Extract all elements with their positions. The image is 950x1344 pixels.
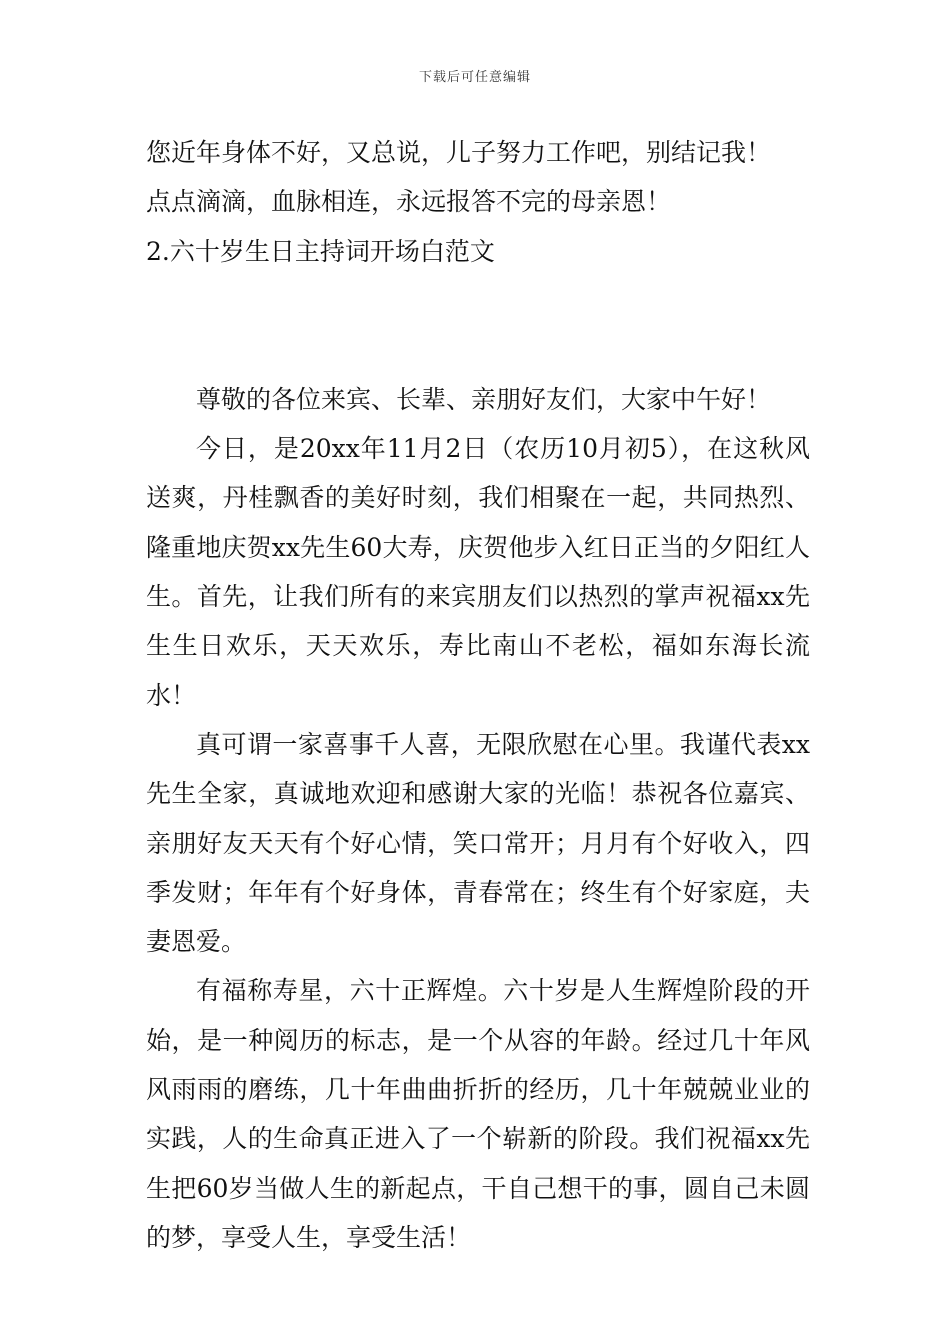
header-note: 下载后可任意编辑 <box>418 70 531 85</box>
section-spacer <box>146 276 810 375</box>
greeting-paragraph: 尊敬的各位来宾、长辈、亲朋好友们，大家中午好！ <box>196 384 772 414</box>
intro-line: 点点滴滴，血脉相连，永远报答不完的母亲恩！ <box>146 187 672 217</box>
section-heading: 2.六十岁生日主持词开场白范文 <box>146 236 495 266</box>
intro-line: 您近年身体不好，又总说，儿子努力工作吧，别结记我！ <box>146 138 772 167</box>
blessing-paragraph: 有福称寿星，六十正辉煌。六十岁是人生辉煌阶段的开始，是一种阅历的标志，是一个从容的年龄。经过几十年风风雨雨的磨练，几十年曲曲折折的经历，几十年兢兢业业的实践，人的生命真正进入了一个崭新的阶段。我们祝福xx先生把60岁当做人生的新起点，干自己想干的事，圆自己未圆的梦，享受人生，享受生活！ <box>146 976 810 1252</box>
date-paragraph: 今日，是20xx年11月2日（农历10月初5），在这秋风送爽，丹桂飘香的美好时刻，我们相聚在一起，共同热烈、隆重地庆贺xx先生60大寿，庆贺他步入红日正当的夕阳红人生。首先，让我们所有的来宾朋友们以热烈的掌声祝福xx先生生日欢乐，天天欢乐，寿比南山不老松，福如东海长流水！ <box>146 434 810 710</box>
thanks-paragraph: 真可谓一家喜事千人喜，无限欣慰在心里。我谨代表xx先生全家，真诚地欢迎和感谢大家的光临！恭祝各位嘉宾、亲朋好友天天有个好心情，笑口常开；月月有个好收入，四季发财；年年有个好身体，青春常在；终生有个好家庭，夫妻恩爱。 <box>146 729 810 957</box>
document-body <box>146 128 810 1262</box>
